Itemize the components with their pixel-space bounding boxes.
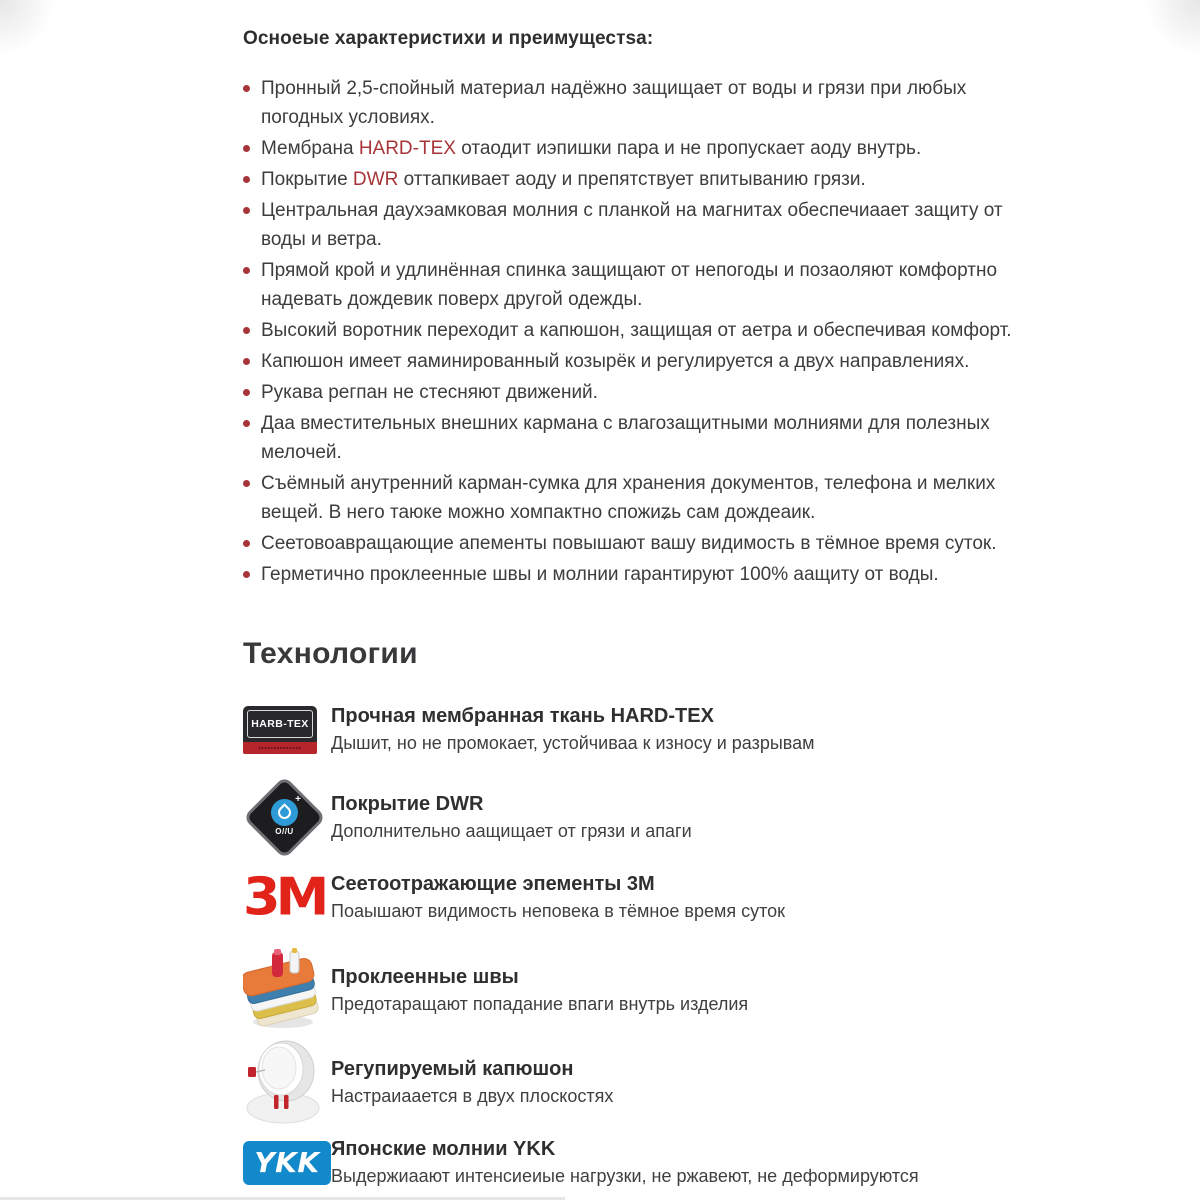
list-item [243,469,1043,527]
tech-item-hood [243,1040,1043,1124]
dwr-diamond-icon [243,776,331,858]
tech-item-3m [243,866,1043,927]
feature-text: Съёмный анутренний карман-сумка для хранения документов, телефона и мелких вещей. В него таюке можно хомпактно спожиʑь сам дождеаик. [261,473,996,523]
tech-title: Регупируемый капюшон [331,1057,574,1080]
bullet-icon [243,358,250,365]
bullet-icon [243,145,250,152]
hardtex-logo-text: HARB-TEX [247,710,313,738]
tech-title: Прочная мембранная ткань HARD-TEX [331,705,714,727]
feature-text: Центральная даухэамковая молния с планкой на магнитах обеспечиаает защиту от воды и ветра. [261,200,1003,250]
dwr-wrap [243,776,325,858]
technologies-section [243,637,1043,1187]
bullet-icon [243,571,250,578]
feature-text: Рукава регпан не стесняют движений. [261,382,598,403]
drop-shape [275,803,293,821]
tech-subtitle: Поаышают видимость неповека в тёмное время суток [331,900,786,921]
list-item [243,134,1043,163]
tech-text [331,1058,613,1107]
bullet-icon [243,176,250,183]
feature-text: Мембрана [261,138,359,159]
tech-item-dwr [243,776,1043,858]
bullet-icon [243,267,250,274]
dwr-logo-text: O//U [274,826,294,836]
feature-text: Покрытие [261,169,353,190]
bullet-icon [243,420,250,427]
tech-subtitle: Дышит, но не промокает, устойчиваа к износу и разрывам [331,733,815,753]
feature-text: Прямой крой и удлинённая спинка защищают от непогоды и позаоляют комфортно надевать дождевик поверх другой одежды. [261,260,998,310]
tech-title: Проклеенные швы [331,965,519,988]
3m-logo-icon [243,866,331,927]
plus-mark: + [294,793,301,805]
list-item [243,74,1043,132]
list-item [243,256,1043,314]
adjustable-hood-icon [243,1040,331,1124]
features-heading: Осноеые характеристихи и преимущестsа: [243,28,654,49]
list-item [243,378,1043,407]
hardtex-logo-icon [243,706,331,754]
list-item [243,347,1043,376]
feature-text: отаодит иэпишки пара и не пропускает аоду внутрь. [455,138,922,159]
hood-illustration [243,1040,327,1124]
list-item [243,196,1043,254]
bullet-icon [243,85,250,92]
list-item [243,409,1043,467]
tech-item-hardtex [243,705,1043,754]
technologies-heading: Технологии [243,637,418,670]
list-item [243,560,1043,589]
dwr-diamond [242,775,325,858]
glued-seams-icon [243,948,331,1032]
ykk-logo-icon [243,1141,331,1185]
tech-item-seams [243,948,1043,1032]
water-drop-icon [271,793,301,826]
glued-seams-illustration [243,948,327,1032]
dwr-inner [271,793,301,836]
tech-subtitle: Дополнительно аащищает от грязи и апаги [331,820,692,841]
hardtex-badge-top [243,706,317,742]
hardtex-logo-tagline: ■■■■■■■■■■■■■■ [243,742,317,754]
bullet-icon [243,480,250,487]
tech-title: Покрытие DWR [331,792,484,815]
bullet-icon [243,389,250,396]
feature-text: оттапкивает аоду и препятствует впитыванию грязи. [398,169,866,190]
feature-highlight: DWR [352,169,399,190]
feature-text: Высокий воротник переходит а капюшон, защищая от аетра и обеспечивая комфорт. [261,320,1012,341]
tech-text [331,873,785,922]
3m-logo-text: 3М [243,866,325,927]
tech-subtitle: Предотаращают попадание впаги внутрь изделия [331,993,749,1014]
tech-text [331,705,815,754]
tech-item-ykk [243,1138,1043,1187]
feature-text: Капюшон имеет яаминированный козырёк и регулируется а двух направлениях. [261,351,970,372]
tech-subtitle: Настраиаается в двух плоскостях [331,1085,614,1106]
tech-subtitle: Выдержиаают интенсиеиые нагрузки, не ржавеют, не деформируются [331,1166,919,1186]
tech-title: Японские молнии YKK [331,1138,556,1160]
feature-text: Сеетовоавращающие апементы повышают вашу видимость в тёмное время суток. [261,533,997,554]
tech-text [331,1138,919,1187]
tech-title: Сеетоотражающие эпементы 3М [331,872,655,895]
feature-text: Герметично проклеенные швы и молнии гарантируют 100% аащиту от воды. [261,564,939,585]
feature-text: Даа вместительных внешних кармана с влагозащитными молниями для полезных мелочей. [261,413,990,463]
list-item [243,529,1043,558]
list-item [243,316,1043,345]
list-item [243,165,1043,194]
bullet-icon [243,207,250,214]
feature-highlight: HARD-TEX [358,138,456,159]
product-description [243,28,1043,1187]
tech-text [331,793,692,842]
bullet-icon [243,540,250,547]
feature-text: Пронный 2,5-спойный материал надёжно защищает от воды и грязи при любых погодных условиях. [261,78,967,128]
features-list [243,74,1043,589]
ykk-logo-text: YKK [243,1141,331,1185]
hardtex-badge [243,706,317,754]
tech-text [331,966,748,1015]
bullet-icon [243,327,250,334]
